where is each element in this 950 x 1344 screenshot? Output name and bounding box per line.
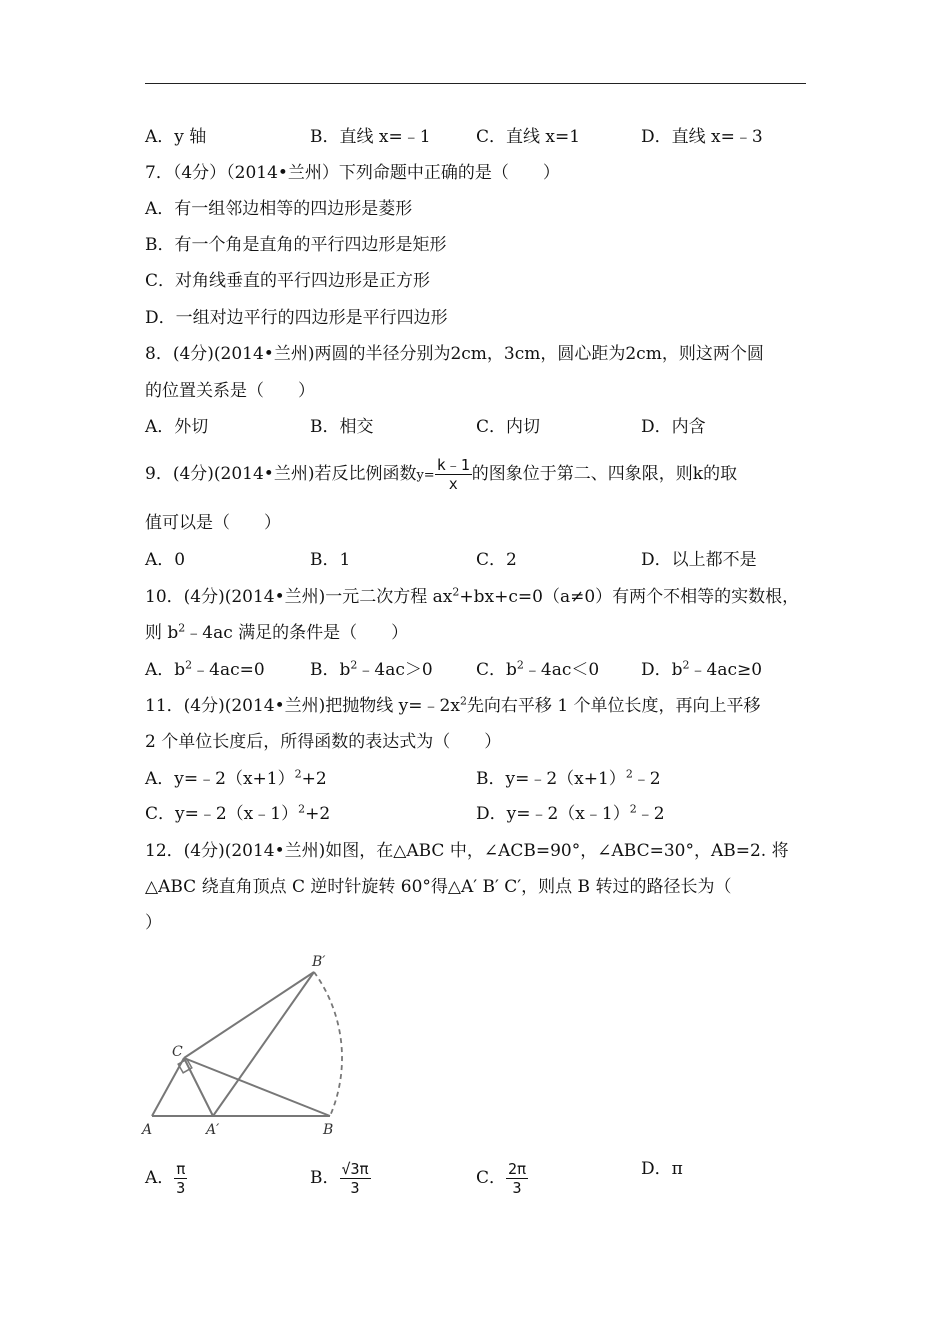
q10-d-pre: D．b [641,660,683,680]
q11-b-pre: B．y=﹣2（x+1） [476,769,626,789]
q12-b-pre: B． [310,1168,340,1188]
q10-b-post: ﹣4ac＞0 [357,660,433,680]
q11-stem-line1 [145,695,761,717]
q11-stem1-a: 11．(4分)(2014•兰州)把抛物线 y=﹣2x [145,696,460,716]
q10-d-sup: 2 [682,658,690,672]
q9-stem-line2: 值可以是（ ） [145,513,281,533]
q6-option-c[interactable]: C．直线 x=1 [476,127,581,147]
q9-option-a[interactable]: A．0 [145,550,186,570]
q9-stem-line1 [145,456,737,494]
q10-b-pre: B．b [310,660,351,680]
q9-fraction-denominator: x [448,475,458,493]
q10-stem1-b: +bx+c=0（a≠0）有两个不相等的实数根， [459,587,800,607]
label-b-prime: B′ [312,954,326,970]
q9-stem-post: 的图象位于第二、四象限，则k的取 [471,464,738,484]
label-a-prime: A′ [206,1122,220,1138]
label-b: B [323,1122,334,1138]
q11-option-a[interactable] [145,768,327,790]
q12-b-den: 3 [350,1179,360,1197]
q8-option-b[interactable]: B．相交 [310,417,374,437]
q6-option-b[interactable]: B．直线 x=﹣1 [310,127,431,147]
q9-option-b[interactable]: B．1 [310,550,351,570]
q7-option-b[interactable]: B．有一个角是直角的平行四边形是矩形 [145,235,447,255]
q10-sup-2: 2 [178,621,186,635]
q11-b-sup: 2 [625,767,633,781]
rotation-arc-dashed [314,972,342,1116]
q12-option-b[interactable] [310,1158,371,1198]
q9-option-c[interactable]: C．2 [476,550,517,570]
q12-a-num: π [176,1160,186,1178]
label-c: C [172,1044,183,1060]
q10-stem2-b: ﹣4ac 满足的条件是（ ） [185,623,409,643]
q12-option-c[interactable] [476,1158,528,1198]
q11-a-sup: 2 [294,767,302,781]
q10-stem-line2 [145,622,408,644]
q6-option-a[interactable]: A．y 轴 [145,127,207,147]
q10-option-b[interactable] [310,659,433,681]
q11-stem-line2: 2 个单位长度后，所得函数的表达式为（ ） [145,732,502,752]
q10-d-post: ﹣4ac≥0 [689,660,763,680]
q10-a-sup: 2 [185,658,193,672]
q11-option-d[interactable] [476,803,665,825]
segment-c-a-prime [184,1058,213,1116]
q12-b-fraction [340,1160,371,1197]
q8-stem-line1: 8．(4分)(2014•兰州)两圆的半径分别为2cm，3cm，圆心距为2cm，则这两个圆 [145,344,764,364]
q12-option-d[interactable]: D．π [641,1159,683,1179]
q11-d-pre: D．y=﹣2（x﹣1） [476,804,630,824]
q12-rotation-figure [140,950,380,1140]
q11-c-post: +2 [305,804,331,824]
q9-fraction [435,456,472,493]
segment-c-b-prime [184,972,314,1058]
q11-option-b[interactable] [476,768,661,790]
q12-b-num: √3π [341,1160,369,1178]
q12-stem-line2: △ABC 绕直角顶点 C 逆时针旋转 60°得△A′ B′ C′，则点 B 转过的路径长为（ [145,877,732,897]
label-a: A [142,1122,153,1138]
segment-a-prime-b-prime [213,972,314,1116]
q11-c-pre: C．y=﹣2（x﹣1） [145,804,299,824]
header-rule [145,83,806,84]
q7-option-c[interactable]: C．对角线垂直的平行四边形是正方形 [145,271,431,291]
q10-option-c[interactable] [476,659,599,681]
q8-option-d[interactable]: D．内含 [641,417,706,437]
q7-option-d[interactable]: D．一组对边平行的四边形是平行四边形 [145,308,448,328]
q7-option-a[interactable]: A．有一组邻边相等的四边形是菱形 [145,199,413,219]
q11-a-post: +2 [301,769,327,789]
q11-d-post: ﹣2 [636,804,665,824]
q10-stem2-a: 则 b [145,623,179,643]
q6-option-d[interactable]: D．直线 x=﹣3 [641,127,763,147]
q10-stem1-a: 10．(4分)(2014•兰州)一元二次方程 ax [145,587,453,607]
q11-d-sup: 2 [629,802,637,816]
q7-stem: 7．（4分）（2014•兰州）下列命题中正确的是（ ） [145,163,560,183]
q12-stem-line1: 12．(4分)(2014•兰州)如图，在△ABC 中，∠ACB=90°，∠ABC=30°，AB=2. 将 [145,841,789,861]
q11-stem1-b: 先向右平移 1 个单位长度，再向上平移 [466,696,761,716]
q12-c-pre: C． [476,1168,507,1188]
q12-a-fraction [174,1160,187,1197]
q10-option-a[interactable] [145,659,265,681]
q10-option-d[interactable] [641,659,762,681]
segment-c-b [184,1058,330,1116]
q10-a-post: ﹣4ac=0 [192,660,265,680]
q12-a-pre: A． [145,1168,175,1188]
q12-c-den: 3 [512,1179,522,1197]
q10-stem-line1 [145,586,799,608]
q11-sup: 2 [459,694,467,708]
q12-c-num: 2π [508,1160,527,1178]
q12-c-fraction [506,1160,528,1197]
q9-stem-pre: 9．(4分)(2014•兰州)若反比例函数 [145,464,417,484]
q10-sup: 2 [452,585,460,599]
q11-option-c[interactable] [145,803,330,825]
q11-c-sup: 2 [298,802,306,816]
q10-c-post: ﹣4ac＜0 [523,660,600,680]
q8-option-a[interactable]: A．外切 [145,417,209,437]
q11-b-post: ﹣2 [632,769,661,789]
q12-stem-line3: ） [145,913,162,933]
q10-a-pre: A．b [145,660,186,680]
q10-c-sup: 2 [516,658,524,672]
q11-a-pre: A．y=﹣2（x+1） [145,769,295,789]
q12-a-den: 3 [176,1179,186,1197]
q9-y-eq: y= [416,468,435,483]
q10-b-sup: 2 [350,658,358,672]
q9-option-d[interactable]: D．以上都不是 [641,550,757,570]
q8-option-c[interactable]: C．内切 [476,417,541,437]
q12-option-a[interactable] [145,1158,187,1198]
q10-c-pre: C．b [476,660,517,680]
q8-stem-line2: 的位置关系是（ ） [145,381,315,401]
q9-fraction-numerator: k﹣1 [436,456,470,474]
